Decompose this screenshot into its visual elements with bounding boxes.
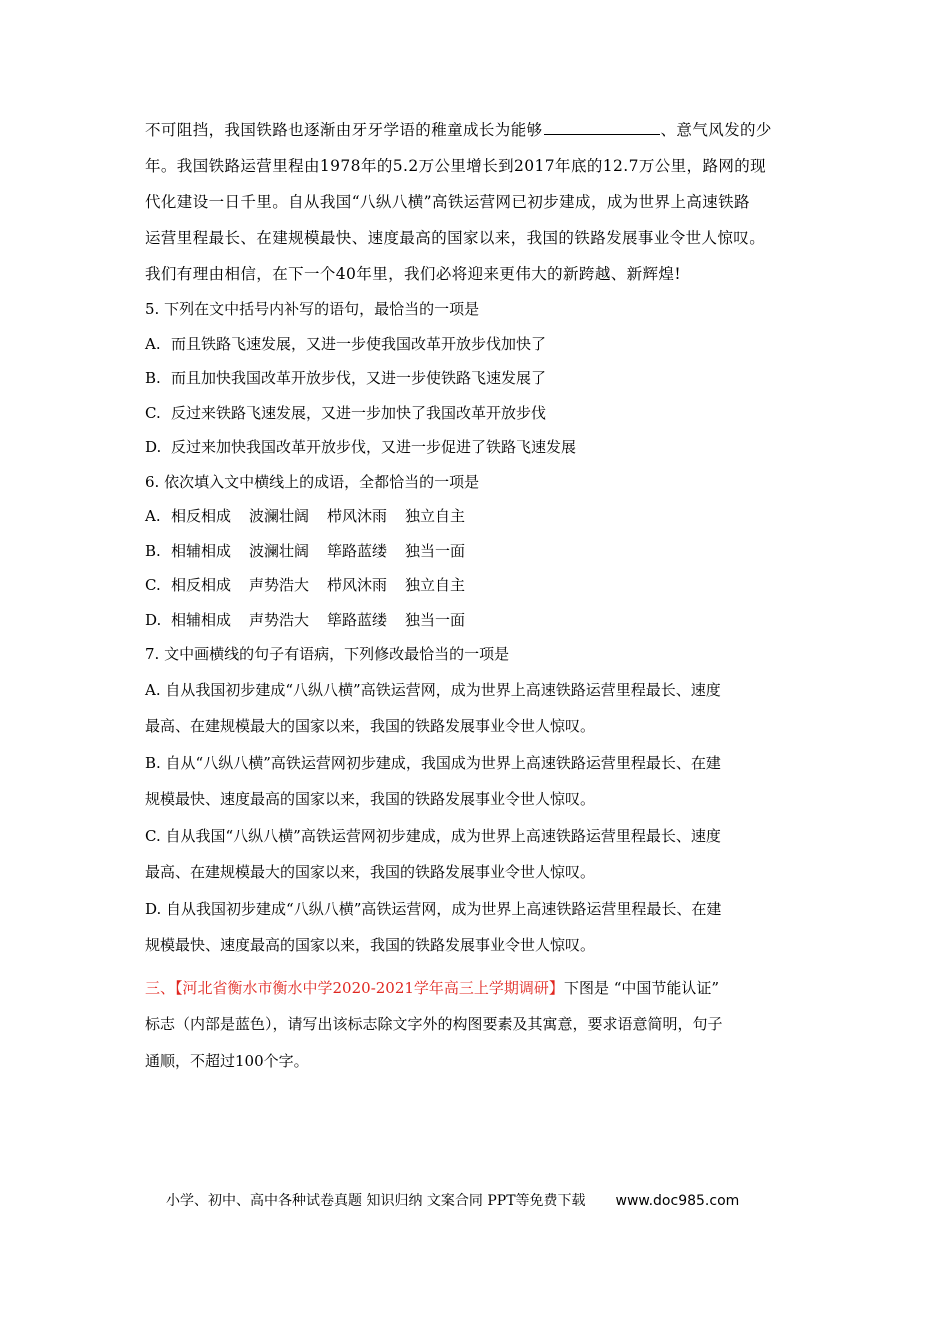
idiom: 波澜壮阔 bbox=[249, 507, 310, 525]
option-letter: A. bbox=[145, 334, 161, 353]
idiom: 栉风沐雨 bbox=[327, 576, 388, 594]
option-letter: D. bbox=[145, 610, 162, 629]
section-number: 三、 bbox=[145, 978, 176, 997]
footer-text: 小学、初中、高中各种试卷真题 知识归纳 文案合同 PPT等免费下载 bbox=[166, 1193, 586, 1209]
question-5-option-d bbox=[145, 430, 810, 465]
section-3-line-3: 通顺，不超过100个字。 bbox=[145, 1051, 309, 1070]
question-6-option-a bbox=[145, 499, 810, 534]
option-letter: B. bbox=[145, 369, 161, 387]
question-7-stem: 7. 文中画横线的句子有语病，下列修改最恰当的一项是 bbox=[145, 645, 510, 663]
idiom: 独当一面 bbox=[405, 610, 466, 629]
passage-text: 、意气风发的少 bbox=[660, 121, 772, 139]
question-7-option-c bbox=[145, 818, 810, 891]
idiom: 声势浩大 bbox=[249, 576, 310, 594]
section-3-line-2: 标志（内部是蓝色），请写出该标志除文字外的构图要素及其寓意，要求语意简明，句子 bbox=[145, 1015, 723, 1033]
option-text: 反过来加快我国改革开放步伐，又进一步促进了铁路飞速发展 bbox=[171, 438, 577, 456]
option-text: 反过来铁路飞速发展，又进一步加快了我国改革开放步伐 bbox=[171, 403, 547, 422]
idiom: 筚路蓝缕 bbox=[327, 610, 388, 629]
option-letter: C. bbox=[145, 576, 161, 594]
idiom: 相辅相成 bbox=[171, 541, 232, 560]
footer-url[interactable]: www.doc985.com bbox=[615, 1193, 740, 1209]
passage bbox=[145, 112, 810, 292]
option-line: A. 自从我国初步建成“八纵八横”高铁运营网，成为世界上高速铁路运营里程最长、速度 bbox=[145, 680, 721, 699]
question-6 bbox=[145, 465, 810, 638]
question-5-option-a bbox=[145, 327, 810, 362]
option-line: C. 自从我国“八纵八横”高铁运营网初步建成，成为世界上高速铁路运营里程最长、速度 bbox=[145, 826, 721, 845]
idiom: 独立自主 bbox=[405, 576, 466, 594]
section-3-line-1 bbox=[145, 970, 810, 1007]
idiom: 相辅相成 bbox=[171, 610, 232, 629]
idiom: 独当一面 bbox=[405, 541, 466, 560]
passage-line-1 bbox=[145, 112, 810, 148]
idiom: 筚路蓝缕 bbox=[327, 541, 388, 560]
option-line: 最高、在建规模最大的国家以来，我国的铁路发展事业令世人惊叹。 bbox=[145, 863, 596, 881]
idiom: 相反相成 bbox=[171, 507, 232, 525]
option-letter: B. bbox=[145, 541, 161, 560]
idiom: 栉风沐雨 bbox=[327, 507, 388, 525]
question-5-stem: 5. 下列在文中括号内补写的语句，最恰当的一项是 bbox=[145, 300, 480, 318]
passage-line-2: 年。我国铁路运营里程由1978年的5.2万公里增长到2017年底的12.7万公里，路网的现 bbox=[145, 157, 767, 175]
question-6-option-c bbox=[145, 568, 810, 603]
option-line: D. 自从我国初步建成“八纵八横”高铁运营网，成为世界上高速铁路运营里程最长、在建 bbox=[145, 899, 722, 918]
question-7-option-a bbox=[145, 672, 810, 745]
idiom: 相反相成 bbox=[171, 576, 232, 594]
fill-blank bbox=[544, 117, 660, 135]
passage-line-5: 我们有理由相信，在下一个40年里，我们必将迎来更伟大的新跨越、新辉煌! bbox=[145, 265, 681, 283]
passage-text: 不可阻挡，我国铁路也逐渐由牙牙学语的稚童成长为能够 bbox=[145, 121, 543, 139]
question-5 bbox=[145, 292, 810, 465]
option-line: 最高、在建规模最大的国家以来，我国的铁路发展事业令世人惊叹。 bbox=[145, 717, 596, 735]
section-text: 下图是 “中国节能认证” bbox=[563, 978, 720, 997]
option-letter: A. bbox=[145, 507, 161, 525]
question-7-option-d bbox=[145, 891, 810, 964]
option-letter: D. bbox=[145, 438, 162, 456]
source-citation: 【河北省衡水市衡水中学2020-2021学年高三上学期调研】 bbox=[175, 978, 564, 997]
option-line: 规模最快、速度最高的国家以来，我国的铁路发展事业令世人惊叹。 bbox=[145, 936, 596, 954]
option-text: 而且铁路飞速发展，又进一步使我国改革开放步伐加快了 bbox=[171, 334, 547, 353]
question-5-option-b bbox=[145, 361, 810, 396]
passage-line-3: 代化建设一日千里。自从我国“八纵八横”高铁运营网已初步建成，成为世界上高速铁路 bbox=[145, 193, 750, 211]
question-7-option-b bbox=[145, 745, 810, 818]
document-body bbox=[145, 112, 810, 1079]
option-text: 而且加快我国改革开放步伐，又进一步使铁路飞速发展了 bbox=[171, 369, 547, 387]
question-5-option-c bbox=[145, 396, 810, 431]
option-line: B. 自从“八纵八横”高铁运营网初步建成，我国成为世界上高速铁路运营里程最长、在建 bbox=[145, 753, 721, 772]
question-6-stem: 6. 依次填入文中横线上的成语，全都恰当的一项是 bbox=[145, 472, 480, 491]
option-letter: C. bbox=[145, 403, 161, 422]
section-3 bbox=[145, 970, 810, 1080]
option-line: 规模最快、速度最高的国家以来，我国的铁路发展事业令世人惊叹。 bbox=[145, 790, 596, 808]
question-6-option-d bbox=[145, 603, 810, 638]
idiom: 声势浩大 bbox=[249, 610, 310, 629]
passage-line-4: 运营里程最长、在建规模最快、速度最高的国家以来，我国的铁路发展事业令世人惊叹。 bbox=[145, 229, 766, 247]
question-6-option-b bbox=[145, 534, 810, 569]
idiom: 独立自主 bbox=[405, 507, 466, 525]
question-7 bbox=[145, 637, 810, 964]
idiom: 波澜壮阔 bbox=[249, 541, 310, 560]
page-footer bbox=[166, 1190, 806, 1210]
